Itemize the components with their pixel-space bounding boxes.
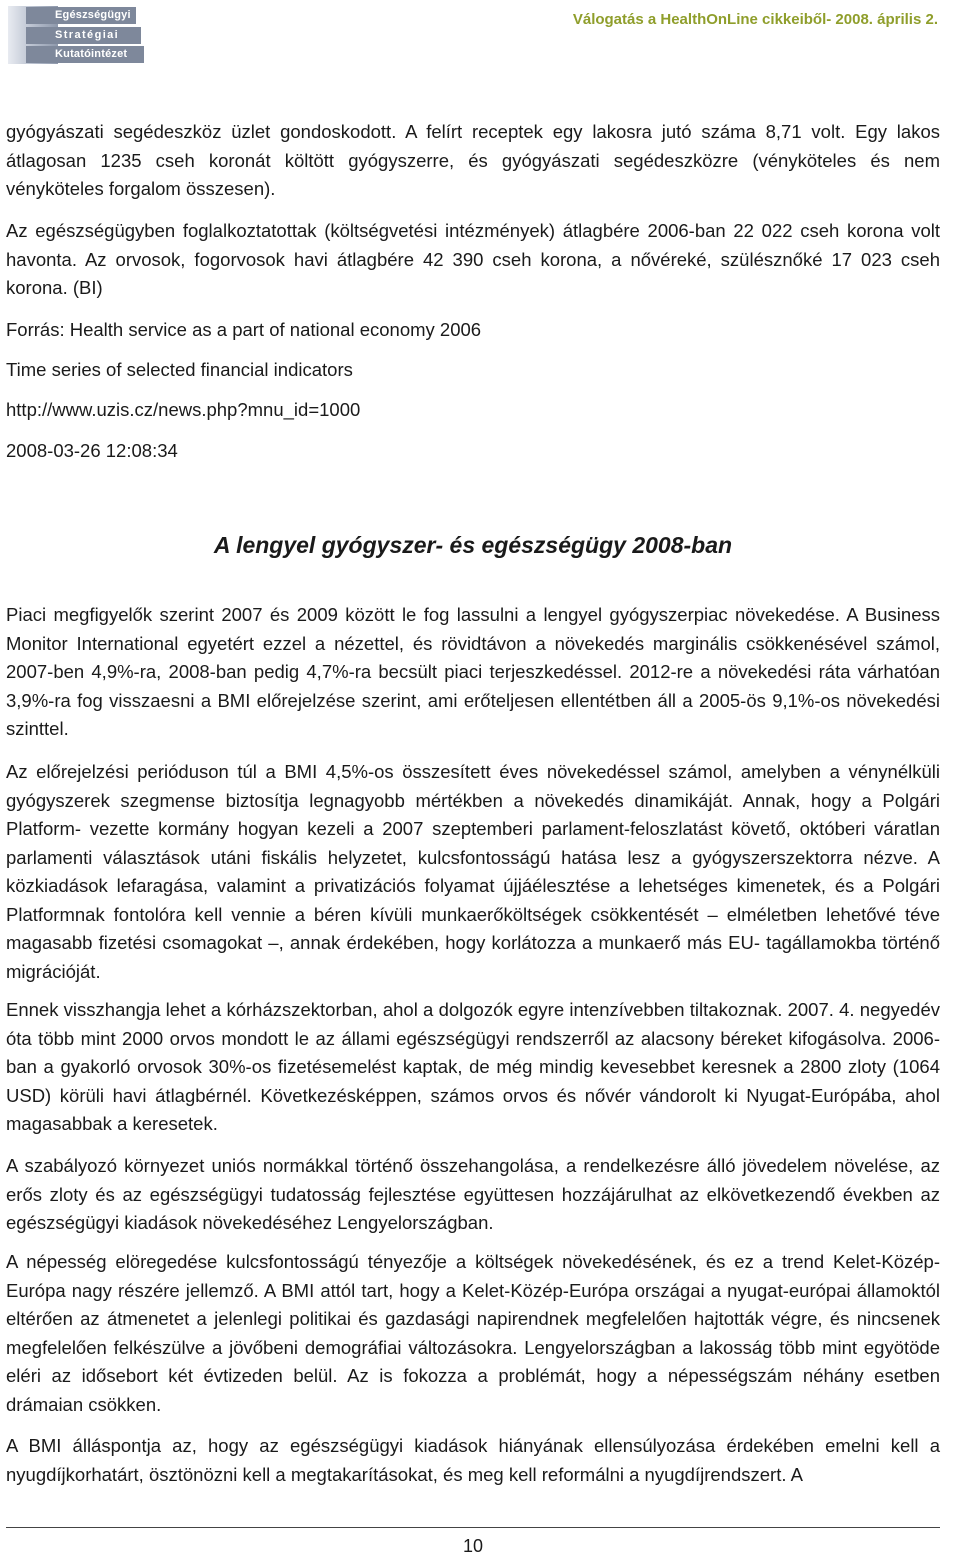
article-paragraph: Ennek visszhangja lehet a kórházszektorban, ahol a dolgozók egyre intenzívebben tiltakoznak. 2007. 4. negyedév óta több mint 2000 orvos mondott le az állami egészségügyi rendszerről az alacsony béreket kifogásolva. 2006-ban a gyakorló orvosok 30%-os fizetésemelést kaptak, de még mindig kevesebbet keresnek a 2800 zloty (1064 USD) körüli havi átlagbérnél. Következésképpen, számos orvos és nővér vándorolt ki Nyugat-Európába, ahol magasabbak a keresetek. bbox=[6, 999, 940, 1134]
institute-logo bbox=[8, 6, 148, 64]
logo-text-line1: Egészségügyi bbox=[55, 9, 131, 21]
logo-text-line3: Kutatóintézet bbox=[55, 48, 128, 60]
article-paragraph: Az előrejelzési perióduson túl a BMI 4,5%-os összesített éves növekedéssel számol, amelyben a vénynélküli gyógyszerek szegmense biztosítja legnagyobb mértékben a növekedés dinamikáját. Annak, hogy a Polgári Platform- vezette kormány hogyan kezeli a 2007 szeptemberi parlament-feloszlatást követő, októberi váratlan parlamenti választások utáni fiskális helyzetet, kulcsfontosságú hatása lesz a gyógyszerszektorra nézve. A közkiadások lefaragása, valamint a privatizációs folyamat újjáélesztése a lehetséges kimenetek, és a Polgári Platformnak fontolóra kell vennie a béren kívüli munkaerőköltségek csökkentését – elméletben lehetővé téve magasabb fizetési csomagokat –, annak érdekében, hogy korlátozza a munkaerő más EU- tagállamokba történő migrációját. bbox=[6, 761, 940, 982]
logo-text-line2: Stratégiai bbox=[55, 29, 120, 41]
intro-paragraph-2: Az egészségügyben foglalkoztatottak (költségvetési intézmények) átlagbére 2006-ban 22 022 cseh korona volt havonta. Az orvosok, fogorvosok havi átlagbére 42 390 cseh korona, a nővéreké, szülésznőké 17 023 cseh korona. (BI) bbox=[6, 220, 940, 298]
series-line: Time series of selected financial indicators bbox=[6, 359, 353, 380]
source-line: Forrás: Health service as a part of national economy 2006 bbox=[6, 319, 482, 340]
article-paragraph: A népesség elöregedése kulcsfontosságú tényezője a költségek növekedésének, és ez a trend Kelet-Közép-Európa nagy részére jellemző. A BMI attól tart, hogy a Kelet-Közép-Európa országai a nyugat-európai államoktól eltérően az átmenetet a jelenlegi politikai és gazdasági napirendnek megfelelően hajtották végre, és nincsenek megfelelően felkészülve a jövőbeni demográfiai változásokra. Lengyelországban a lakosság több mint egyötöde eléri az idősebort két évtizeden belül. Az is fokozza a problémát, hogy a népességszám néhány esetben drámaian csökken. bbox=[6, 1251, 940, 1415]
timestamp: 2008-03-26 12:08:34 bbox=[6, 440, 178, 461]
article-paragraph: Piaci megfigyelők szerint 2007 és 2009 között le fog lassulni a lengyel gyógyszerpiac növekedése. A Business Monitor International egyetért ezzel a nézettel, és rövidtávon a növekedés marginális csökkenésével számol, 2007-ben 4,9%-ra, 2008-ban pedig 4,7%-ra becsült piaci terjeszkedéssel. 2012-re a növekedési ráta várhatóan 3,9%-ra fog visszaesni a BMI előrejelzése szerint, ami erőteljesen ellentétben áll a 2005-ös 9,1%-os növekedési szinttel. bbox=[6, 604, 940, 739]
article-paragraph: A BMI álláspontja az, hogy az egészségügyi kiadások hiányának ellensúlyozása érdekében emelni kell a nyugdíjkorhatárt, ösztönözni kell a megtakarításokat, és meg kell reformálni a nyugdíjrendszert. A bbox=[6, 1435, 940, 1485]
header-title: Válogatás a HealthOnLine cikkeiből- 2008. április 2. bbox=[572, 11, 938, 28]
page-header bbox=[0, 0, 960, 72]
article-title: A lengyel gyógyszer- és egészségügy 2008-ban bbox=[213, 532, 733, 558]
page-number: 10 bbox=[462, 1536, 484, 1556]
footer-divider bbox=[6, 1527, 940, 1528]
source-url[interactable]: http://www.uzis.cz/news.php?mnu_id=1000 bbox=[6, 399, 361, 420]
article-paragraph: A szabályozó környezet uniós normákkal történő összehangolása, a rendelkezésre álló jövedelem növelése, az erős zloty és az egészségügyi tudatosság fejlesztése együttesen hozzájárulhat az elkövetkezendő években az egészségügyi kiadások növekedéséhez Lengyelországban. bbox=[6, 1155, 940, 1233]
intro-paragraph-1: gyógyászati segédeszköz üzlet gondoskodott. A felírt receptek egy lakosra jutó száma 8,71 volt. Egy lakos átlagosan 1235 cseh koronát költött gyógyszerre, és gyógyászati segédeszközre (vényköteles és nem vényköteles forgalom összesen). bbox=[6, 121, 940, 199]
